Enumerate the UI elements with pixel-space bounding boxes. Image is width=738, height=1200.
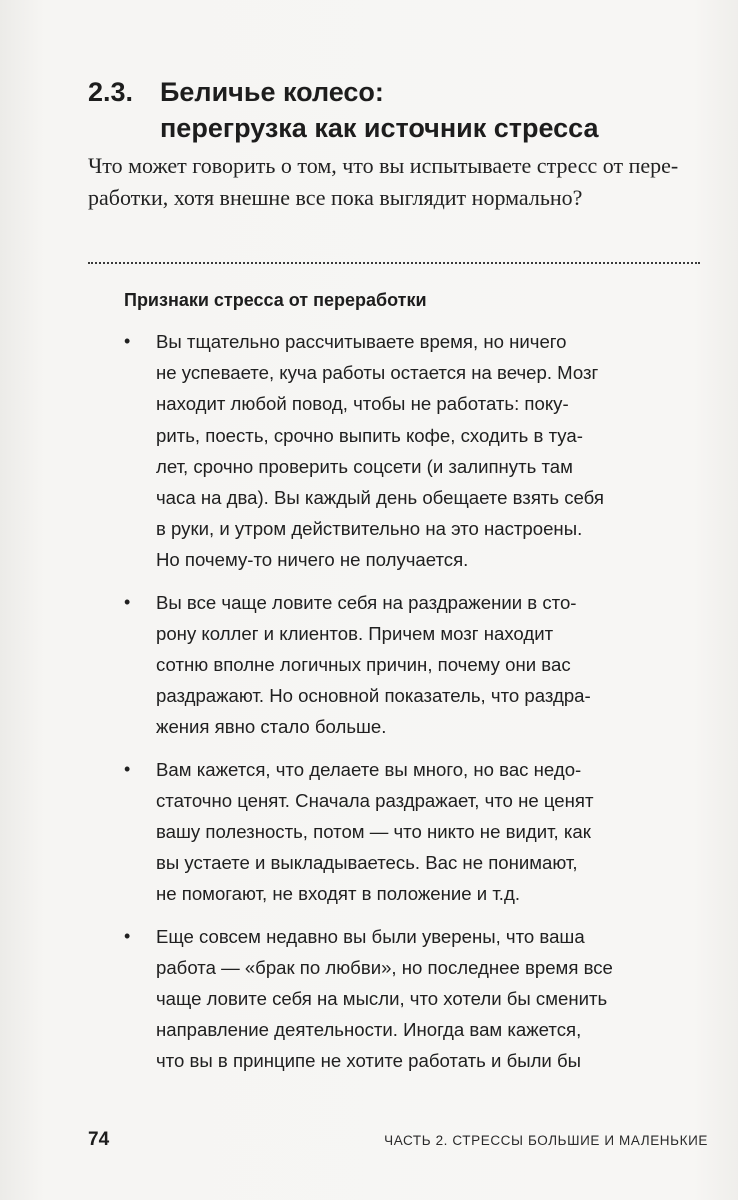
text-line: не помогают, не входят в положение и т.д.	[156, 883, 520, 905]
text-line: статочно ценят. Сначала раздражает, что не ценят	[156, 789, 594, 811]
signs-list	[124, 326, 714, 1088]
intro-paragraph	[88, 150, 718, 214]
running-footer: ЧАСТЬ 2. СТРЕССЫ БОЛЬШИЕ И МАЛЕНЬКИЕ	[384, 1133, 708, 1148]
bullet-icon: •	[124, 331, 131, 351]
text-line: рить, поесть, срочно выпить кофе, сходить в туа-	[156, 424, 583, 446]
section-number: 2.3.	[88, 77, 134, 107]
list-item-text	[156, 754, 593, 910]
text-line: работа — «брак по любви», но последнее время все	[156, 956, 613, 978]
list-item-text	[156, 326, 604, 576]
text-line: рону коллег и клиентов. Причем мозг находит	[156, 622, 554, 644]
text-line: часа на два). Вы каждый день обещаете взять себя	[156, 487, 604, 509]
box-title: Признаки стресса от переработки	[124, 290, 427, 310]
text-line: лет, срочно проверить соцсети (и залипнуть там	[156, 455, 573, 477]
bullet-icon: •	[124, 591, 131, 612]
text-line: сотню вполне логичных причин, почему они вас	[156, 654, 571, 676]
text-line: Вам кажется, что делаете вы много, но вас недо-	[156, 758, 582, 780]
text-line: Но почему-то ничего не получается.	[156, 549, 469, 571]
intro-line: Что может говорить о том, что вы испытываете стресс от пере-	[88, 153, 679, 178]
text-line: направление деятельности. Иногда вам кажется,	[156, 1019, 582, 1041]
text-line: жения явно стало больше.	[156, 716, 387, 738]
section-heading	[88, 74, 708, 146]
text-line: раздражают. Но основной показатель, что раздра-	[156, 685, 591, 707]
list-item-text	[156, 587, 591, 743]
list-item	[124, 754, 714, 910]
text-line: вы устаете и выкладываетесь. Вас не понимают,	[156, 852, 578, 874]
text-line: что вы в принципе не хотите работать и были бы	[156, 1050, 581, 1072]
bullet-icon: •	[124, 758, 131, 779]
text-line: находит любой повод, чтобы не работать: поку-	[156, 393, 569, 415]
text-line: Вы все чаще ловите себя на раздражении в сто-	[156, 591, 577, 613]
list-item	[124, 587, 714, 743]
dotted-divider	[88, 262, 700, 264]
text-line: чаще ловите себя на мысли, что хотели бы сменить	[156, 988, 608, 1010]
list-item-text	[156, 921, 613, 1077]
page-number: 74	[88, 1129, 110, 1150]
section-title-line: Беличье колесо:	[160, 77, 384, 107]
text-line: Вы тщательно рассчитываете время, но ничего	[156, 331, 567, 352]
text-line: в руки, и утром действительно на это настроены.	[156, 518, 583, 540]
intro-line: работки, хотя внешне все пока выглядит нормально?	[88, 185, 583, 210]
section-title-line: перегрузка как источник стресса	[160, 113, 599, 143]
section-title	[160, 74, 599, 146]
list-item	[124, 326, 714, 576]
text-line: не успеваете, куча работы остается на вечер. Мозг	[156, 362, 599, 384]
bullet-icon: •	[124, 925, 131, 946]
text-line: Еще совсем недавно вы были уверены, что ваша	[156, 925, 585, 947]
list-item	[124, 921, 714, 1077]
text-line: вашу полезность, потом — что никто не видит, как	[156, 821, 591, 843]
